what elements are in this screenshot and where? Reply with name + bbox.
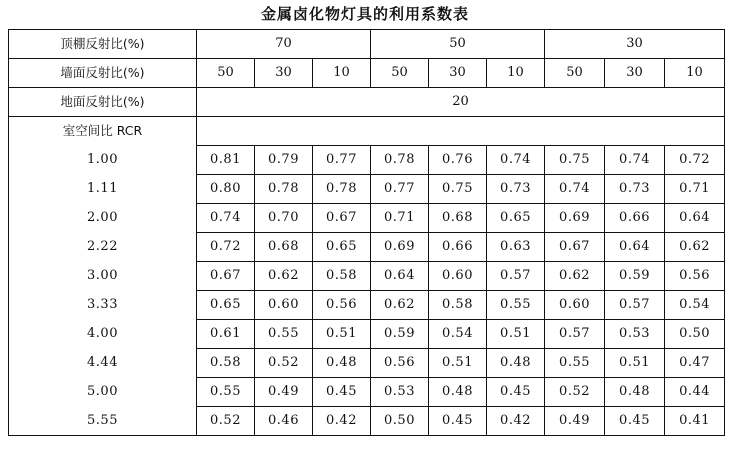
table-row <box>9 378 725 407</box>
floor-label: 地面反射比(%) <box>9 88 197 117</box>
utilization-value: 0.49 <box>545 407 605 436</box>
table-row <box>9 233 725 262</box>
utilization-value: 0.64 <box>605 233 665 262</box>
utilization-value: 0.64 <box>665 204 725 233</box>
utilization-value: 0.45 <box>313 378 371 407</box>
utilization-value: 0.75 <box>545 146 605 175</box>
utilization-value: 0.65 <box>313 233 371 262</box>
utilization-value: 0.74 <box>605 146 665 175</box>
utilization-value: 0.49 <box>255 378 313 407</box>
utilization-value: 0.53 <box>605 320 665 349</box>
rcr-value: 3.00 <box>9 262 197 291</box>
ceiling-value: 50 <box>371 30 545 59</box>
table-row <box>9 262 725 291</box>
table-row <box>9 291 725 320</box>
table-title: 金属卤化物灯具的利用系数表 <box>260 5 469 23</box>
utilization-value: 0.56 <box>313 291 371 320</box>
utilization-value: 0.64 <box>371 262 429 291</box>
utilization-value: 0.81 <box>197 146 255 175</box>
wall-value: 30 <box>429 59 487 88</box>
utilization-value: 0.50 <box>371 407 429 436</box>
utilization-value: 0.66 <box>429 233 487 262</box>
utilization-value: 0.74 <box>545 175 605 204</box>
utilization-value: 0.57 <box>605 291 665 320</box>
utilization-value: 0.62 <box>371 291 429 320</box>
utilization-value: 0.77 <box>313 146 371 175</box>
utilization-value: 0.67 <box>313 204 371 233</box>
wall-value: 30 <box>255 59 313 88</box>
utilization-value: 0.51 <box>605 349 665 378</box>
utilization-value: 0.42 <box>487 407 545 436</box>
utilization-value: 0.58 <box>197 349 255 378</box>
utilization-value: 0.55 <box>255 320 313 349</box>
utilization-value: 0.76 <box>429 146 487 175</box>
utilization-value: 0.72 <box>665 146 725 175</box>
ceiling-row <box>9 30 725 59</box>
utilization-factor-table <box>8 29 725 436</box>
utilization-value: 0.44 <box>665 378 725 407</box>
rcr-value: 2.00 <box>9 204 197 233</box>
wall-row <box>9 59 725 88</box>
table-row <box>9 204 725 233</box>
utilization-value: 0.55 <box>487 291 545 320</box>
utilization-value: 0.73 <box>487 175 545 204</box>
utilization-value: 0.48 <box>429 378 487 407</box>
utilization-value: 0.56 <box>371 349 429 378</box>
utilization-value: 0.67 <box>545 233 605 262</box>
utilization-value: 0.42 <box>313 407 371 436</box>
utilization-value: 0.75 <box>429 175 487 204</box>
utilization-value: 0.41 <box>665 407 725 436</box>
utilization-value: 0.62 <box>255 262 313 291</box>
wall-value: 10 <box>665 59 725 88</box>
utilization-value: 0.57 <box>487 262 545 291</box>
utilization-value: 0.52 <box>545 378 605 407</box>
wall-value: 30 <box>605 59 665 88</box>
utilization-value: 0.61 <box>197 320 255 349</box>
utilization-value: 0.73 <box>605 175 665 204</box>
ceiling-value: 70 <box>197 30 371 59</box>
utilization-value: 0.65 <box>487 204 545 233</box>
utilization-value: 0.80 <box>197 175 255 204</box>
utilization-value: 0.67 <box>197 262 255 291</box>
rcr-value: 5.55 <box>9 407 197 436</box>
utilization-value: 0.62 <box>665 233 725 262</box>
rcr-value: 1.11 <box>9 175 197 204</box>
utilization-value: 0.51 <box>313 320 371 349</box>
utilization-value: 0.48 <box>313 349 371 378</box>
utilization-value: 0.45 <box>429 407 487 436</box>
utilization-value: 0.59 <box>371 320 429 349</box>
rcr-value: 1.00 <box>9 146 197 175</box>
utilization-value: 0.45 <box>487 378 545 407</box>
rcr-value: 3.33 <box>9 291 197 320</box>
utilization-value: 0.46 <box>255 407 313 436</box>
utilization-value: 0.69 <box>545 204 605 233</box>
utilization-value: 0.52 <box>197 407 255 436</box>
wall-value: 50 <box>197 59 255 88</box>
utilization-value: 0.59 <box>605 262 665 291</box>
utilization-value: 0.55 <box>197 378 255 407</box>
floor-value: 20 <box>197 88 725 117</box>
rcr-value: 5.00 <box>9 378 197 407</box>
utilization-value: 0.77 <box>371 175 429 204</box>
utilization-value: 0.60 <box>429 262 487 291</box>
utilization-value: 0.57 <box>545 320 605 349</box>
wall-value: 50 <box>371 59 429 88</box>
utilization-value: 0.74 <box>197 204 255 233</box>
utilization-value: 0.51 <box>429 349 487 378</box>
wall-value: 50 <box>545 59 605 88</box>
rcr-label: 室空间比 RCR <box>9 117 197 146</box>
utilization-value: 0.56 <box>665 262 725 291</box>
utilization-value: 0.53 <box>371 378 429 407</box>
utilization-value: 0.62 <box>545 262 605 291</box>
utilization-value: 0.50 <box>665 320 725 349</box>
utilization-value: 0.65 <box>197 291 255 320</box>
utilization-value: 0.51 <box>487 320 545 349</box>
utilization-value: 0.54 <box>429 320 487 349</box>
table-row <box>9 175 725 204</box>
utilization-value: 0.70 <box>255 204 313 233</box>
utilization-value: 0.58 <box>313 262 371 291</box>
ceiling-label: 顶棚反射比(%) <box>9 30 197 59</box>
table-row <box>9 407 725 436</box>
utilization-value: 0.72 <box>197 233 255 262</box>
utilization-value: 0.63 <box>487 233 545 262</box>
utilization-value: 0.54 <box>665 291 725 320</box>
utilization-value: 0.78 <box>313 175 371 204</box>
utilization-value: 0.74 <box>487 146 545 175</box>
utilization-value: 0.66 <box>605 204 665 233</box>
wall-value: 10 <box>487 59 545 88</box>
wall-value: 10 <box>313 59 371 88</box>
utilization-value: 0.68 <box>429 204 487 233</box>
rcr-value: 4.44 <box>9 349 197 378</box>
rcr-header-blank <box>197 117 725 146</box>
ceiling-value: 30 <box>545 30 725 59</box>
utilization-value: 0.78 <box>255 175 313 204</box>
floor-row <box>9 88 725 117</box>
utilization-value: 0.47 <box>665 349 725 378</box>
utilization-value: 0.45 <box>605 407 665 436</box>
utilization-value: 0.71 <box>665 175 725 204</box>
rcr-value: 4.00 <box>9 320 197 349</box>
utilization-value: 0.48 <box>605 378 665 407</box>
utilization-value: 0.71 <box>371 204 429 233</box>
utilization-value: 0.48 <box>487 349 545 378</box>
utilization-value: 0.68 <box>255 233 313 262</box>
table-row <box>9 349 725 378</box>
table-row <box>9 146 725 175</box>
table-row <box>9 320 725 349</box>
utilization-value: 0.55 <box>545 349 605 378</box>
utilization-value: 0.69 <box>371 233 429 262</box>
rcr-header-row <box>9 117 725 146</box>
wall-label: 墙面反射比(%) <box>9 59 197 88</box>
utilization-value: 0.78 <box>371 146 429 175</box>
utilization-value: 0.79 <box>255 146 313 175</box>
utilization-value: 0.52 <box>255 349 313 378</box>
utilization-value: 0.60 <box>255 291 313 320</box>
utilization-value: 0.60 <box>545 291 605 320</box>
utilization-value: 0.58 <box>429 291 487 320</box>
rcr-value: 2.22 <box>9 233 197 262</box>
